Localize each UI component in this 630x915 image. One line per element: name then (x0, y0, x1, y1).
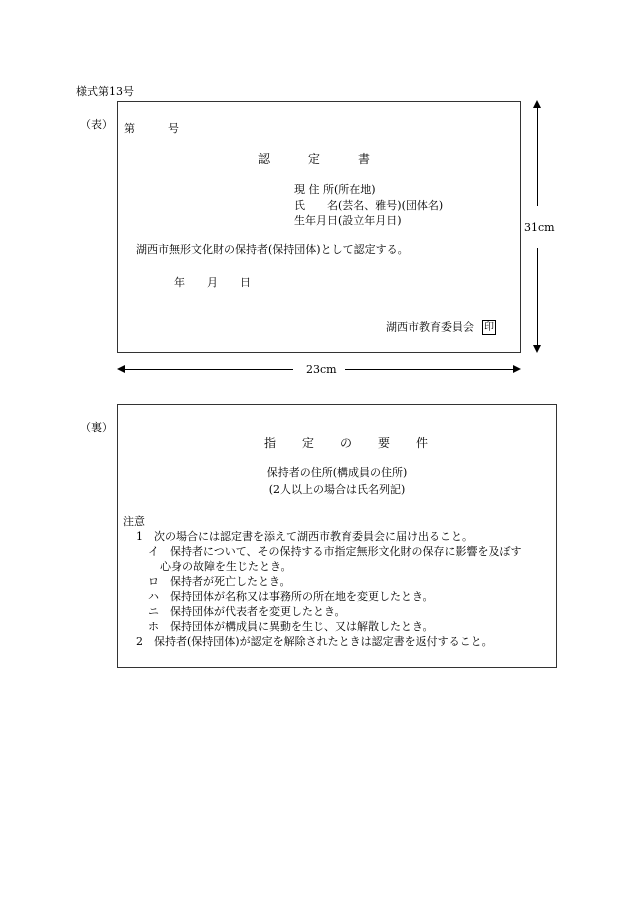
birthdate-label: 生年月日(設立年月日) (294, 214, 402, 227)
certificate-title: 認定書 (258, 152, 409, 166)
issuer-line (386, 320, 496, 335)
width-dimension: 23cm (306, 363, 337, 376)
certification-statement: 湖西市無形文化財の保持者(保持団体)として認定する。 (136, 243, 409, 256)
note-2: 2 保持者(保持団体)が認定を解除されたときは認定書を返付すること。 (136, 635, 493, 648)
note-1-item-ha: ハ 保持団体が名称又は事務所の所在地を変更したとき。 (148, 590, 434, 603)
note-1-item-ro: ロ 保持者が死亡したとき。 (148, 575, 291, 588)
certificate-front (117, 101, 521, 353)
note-1-item-ni: ニ 保持団体が代表者を変更したとき。 (148, 605, 346, 618)
front-side-label: （表） (80, 118, 113, 131)
certificate-back (117, 404, 557, 668)
seal-mark: 印 (484, 322, 494, 333)
dimension-line-horizontal-left (123, 369, 293, 370)
address-label: 現 住 所(所在地) (294, 183, 376, 196)
arrow-down-icon (533, 345, 541, 353)
notes-heading: 注意 (123, 515, 145, 528)
note-1-item-i: イ 保持者について、その保持する市指定無形文化財の保存に影響を及ぼす (148, 545, 522, 558)
requirement-line-2: (2人以上の場合は氏名列記) (268, 483, 406, 496)
name-label: 氏 名(芸名、雅号)(団体名) (294, 199, 444, 212)
date-line: 年 月 日 (174, 276, 251, 289)
height-dimension: 31cm (524, 221, 555, 234)
issuer-name: 湖西市教育委員会 (386, 320, 474, 334)
certificate-number-line: 第 号 (124, 122, 179, 135)
note-1-item-i-continued: 心身の故障を生じたとき。 (160, 560, 292, 573)
arrow-right-icon (513, 365, 521, 373)
note-1-item-ho: ホ 保持団体が構成員に異動を生じ、又は解散したとき。 (148, 620, 434, 633)
requirements-title: 指定の要件 (264, 436, 455, 450)
note-1: 1 次の場合には認定書を添えて湖西市教育委員会に届け出ること。 (136, 530, 473, 543)
requirement-line-1: 保持者の住所(構成員の住所) (266, 466, 408, 479)
dimension-line-vertical-bottom (537, 248, 538, 347)
form-number: 様式第13号 (76, 85, 134, 98)
dimension-line-vertical-top (537, 106, 538, 206)
back-side-label: （裏） (80, 421, 113, 434)
dimension-line-horizontal-right (345, 369, 515, 370)
